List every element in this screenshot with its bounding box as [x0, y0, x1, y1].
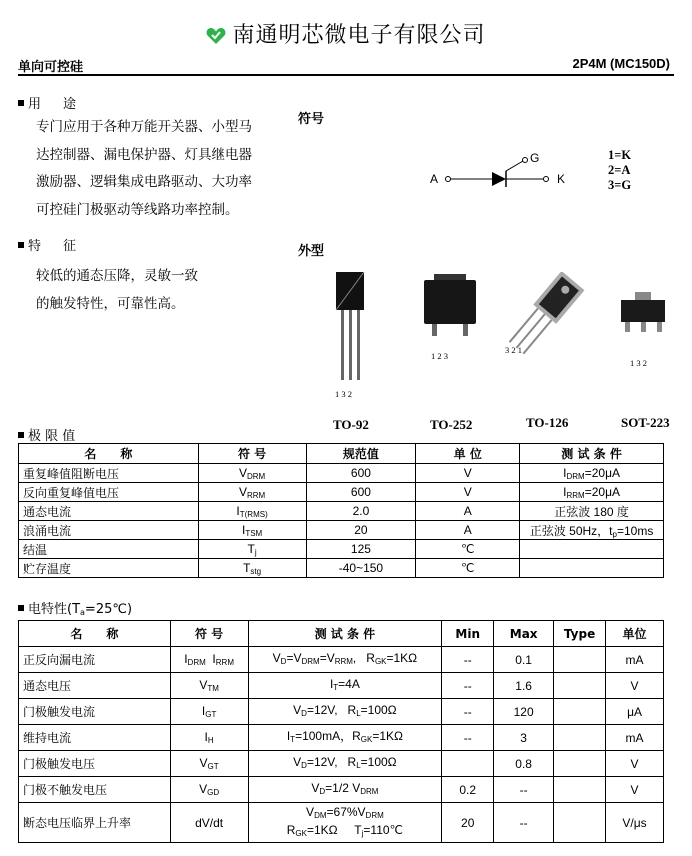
table-row [19, 540, 664, 559]
company-header [0, 18, 692, 49]
param-name: 重复峰值阻断电压 [19, 464, 199, 483]
param-unit: μA [606, 699, 664, 725]
param-max: 3 [494, 725, 554, 751]
to92-package-image [328, 270, 378, 382]
param-value: 600 [306, 483, 416, 502]
param-symbol: dV/dt [170, 803, 248, 843]
param-symbol: $T_{stg}$ [198, 559, 306, 578]
scr-symbol-diagram [420, 150, 580, 195]
param-condition: $I_T=4A$ [248, 673, 442, 699]
table-row [19, 483, 664, 502]
param-name: 通态电流 [19, 502, 199, 521]
param-name: 门极不触发电压 [19, 777, 171, 803]
param-type [554, 673, 606, 699]
symbol-heading: 符号 [298, 112, 325, 127]
param-type [554, 647, 606, 673]
param-name: 结温 [19, 540, 199, 559]
param-min: -- [442, 647, 494, 673]
param-condition [520, 559, 664, 578]
sot223-package-image [615, 290, 675, 340]
param-unit: A [416, 502, 520, 521]
pkg-label-to126: TO-126 [526, 415, 569, 430]
param-condition: $V_D=12V$, $R_L=100\Omega$ [248, 751, 442, 777]
param-max: -- [494, 777, 554, 803]
param-min: -- [442, 673, 494, 699]
param-name: 门极触发电压 [19, 751, 171, 777]
param-symbol: $I_H$ [170, 725, 248, 751]
param-max: 120 [494, 699, 554, 725]
param-symbol: $T_j$ [198, 540, 306, 559]
param-unit: A [416, 521, 520, 540]
electrical-heading: 电特性$(T_a=25℃)$ [18, 598, 132, 617]
anode-label: A [430, 172, 439, 186]
param-symbol: $I_{TSM}$ [198, 521, 306, 540]
param-name: 通态电压 [19, 673, 171, 699]
table-row [19, 725, 664, 751]
company-name: 南通明芯微电子有限公司 [232, 23, 486, 48]
table-row [19, 521, 664, 540]
bullet-square-icon [18, 100, 24, 106]
param-symbol: $V_{RRM}$ [198, 483, 306, 502]
param-symbol: $V_{TM}$ [170, 673, 248, 699]
table-row [19, 559, 664, 578]
param-unit: V [606, 673, 664, 699]
bullet-square-icon [18, 432, 24, 438]
features-heading: 特 征 [18, 235, 76, 254]
param-unit: V [416, 464, 520, 483]
sot223-pins: 1 3 2 [630, 358, 647, 368]
pin-assignment: 1=K 2=A 3=G [608, 148, 632, 192]
pkg-label-sot223: SOT-223 [621, 415, 670, 430]
header-divider [18, 74, 674, 76]
param-unit: ℃ [416, 559, 520, 578]
pkg-label-to252: TO-252 [430, 417, 473, 432]
cathode-label: K [557, 172, 566, 186]
param-condition: $I_T=100mA$，$R_{GK}=1K\Omega$ [248, 725, 442, 751]
heart-logo-icon [206, 27, 226, 45]
param-max: 1.6 [494, 673, 554, 699]
param-condition: $V_D=1/2$ $V_{DRM}$ [248, 777, 442, 803]
param-max: 0.8 [494, 751, 554, 777]
param-value: 2.0 [306, 502, 416, 521]
to126-pins: 3 2 1 [505, 345, 522, 355]
param-min: 0.2 [442, 777, 494, 803]
param-max: 0.1 [494, 647, 554, 673]
outline-heading: 外型 [298, 244, 325, 259]
param-unit: ℃ [416, 540, 520, 559]
bullet-square-icon [18, 242, 24, 248]
table-row [19, 803, 664, 843]
param-type [554, 777, 606, 803]
param-name: 门极触发电流 [19, 699, 171, 725]
limits-table [18, 443, 664, 578]
param-min [442, 751, 494, 777]
to252-pins: 1 2 3 [431, 351, 448, 361]
param-name: 贮存温度 [19, 559, 199, 578]
param-min: -- [442, 725, 494, 751]
bullet-square-icon [18, 605, 24, 611]
table-row [19, 464, 664, 483]
param-name: 断态电压临界上升率 [19, 803, 171, 843]
param-unit: V [606, 751, 664, 777]
param-min: 20 [442, 803, 494, 843]
param-symbol: $V_{DRM}$ [198, 464, 306, 483]
to252-package-image [420, 272, 480, 338]
usage-text: 专门应用于各种万能开关器、小型马 达控制器、漏电保护器、灯具继电器 激励器、逻辑集成电路驱动、大功率 可控硅门极驱动等线路功率控制。 [36, 119, 252, 218]
usage-heading: 用 途 [18, 93, 76, 112]
part-number: 2P4M (MC150D) [572, 56, 670, 71]
param-condition: $V_{DM}=67\%V_{DRM}$ $R_{GK}=1K\Omega$ $T_j=110℃$ [248, 803, 442, 843]
electrical-table [18, 620, 664, 843]
param-unit: V/μs [606, 803, 664, 843]
param-condition: 正弦波 50Hz，$t_p=10ms$ [520, 521, 664, 540]
param-value: 20 [306, 521, 416, 540]
param-symbol: $I_{DRM}$ $I_{RRM}$ [170, 647, 248, 673]
limits-heading: 极 限 值 [18, 425, 75, 444]
param-unit: V [416, 483, 520, 502]
param-condition: 正弦波 180 度 [520, 502, 664, 521]
param-symbol: $V_{GD}$ [170, 777, 248, 803]
param-name: 浪涌电流 [19, 521, 199, 540]
param-name: 正反向漏电流 [19, 647, 171, 673]
table-row [19, 777, 664, 803]
param-type [554, 803, 606, 843]
limits-header-row: 名 称 符 号 规范值 单 位 测 试 条 件 [19, 444, 664, 464]
table-row [19, 502, 664, 521]
table-row [19, 751, 664, 777]
param-condition: $I_{RRM}=20\mu A$ [520, 483, 664, 502]
param-name: 维持电流 [19, 725, 171, 751]
param-condition [520, 540, 664, 559]
param-type [554, 751, 606, 777]
param-unit: mA [606, 725, 664, 751]
param-type [554, 699, 606, 725]
param-condition: $I_{DRM}=20\mu A$ [520, 464, 664, 483]
param-max: -- [494, 803, 554, 843]
param-symbol: $I_{T(RMS)}$ [198, 502, 306, 521]
param-condition: $V_D=V_{DRM}=V_{RRM}$, $R_{GK}=1K\Omega$ [248, 647, 442, 673]
to92-pins: 1 3 2 [335, 389, 352, 399]
param-name: 反向重复峰值电压 [19, 483, 199, 502]
pkg-label-to92: TO-92 [333, 417, 369, 432]
param-min: -- [442, 699, 494, 725]
features-text: 较低的通态压降，灵敏一致 的触发特性，可靠性高。 [36, 268, 198, 312]
category-label: 单向可控硅 [18, 60, 84, 75]
table-row [19, 673, 664, 699]
param-unit: V [606, 777, 664, 803]
param-type [554, 725, 606, 751]
gate-label: G [530, 151, 540, 165]
table-row [19, 647, 664, 673]
param-value: 600 [306, 464, 416, 483]
param-value: 125 [306, 540, 416, 559]
param-symbol: $I_{GT}$ [170, 699, 248, 725]
param-value: -40~150 [306, 559, 416, 578]
param-condition: $V_D=12V$, $R_L=100\Omega$ [248, 699, 442, 725]
table-row [19, 699, 664, 725]
param-symbol: $V_{GT}$ [170, 751, 248, 777]
param-unit: mA [606, 647, 664, 673]
electrical-header-row: 名 称 符 号 测 试 条 件 Min Max Type 单位 [19, 621, 664, 647]
